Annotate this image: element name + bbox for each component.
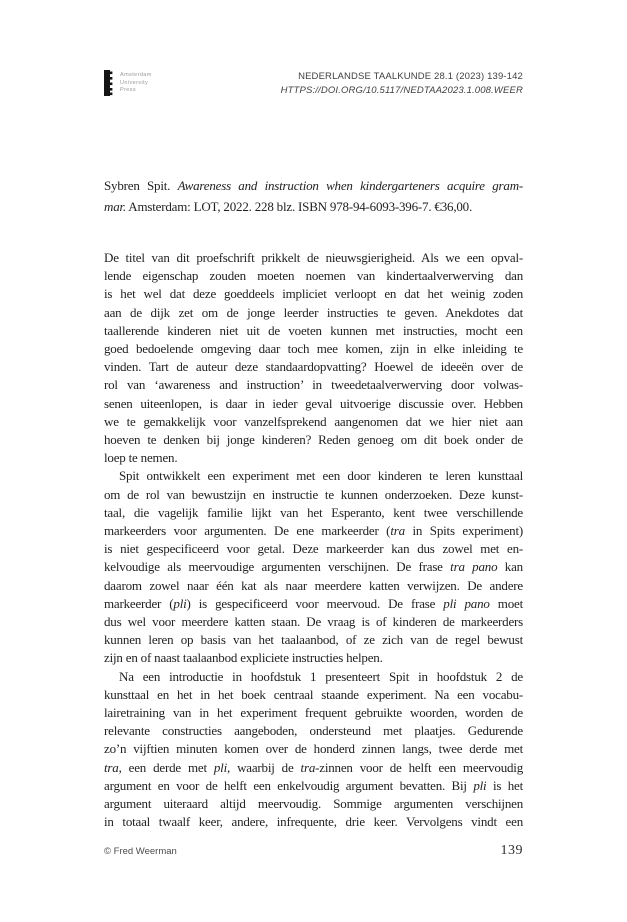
journal-info	[281, 70, 523, 98]
page-footer	[104, 843, 523, 859]
text-line: tra, een derde met pli, waarbij de tra-zinnen voor de helft een meervoudig	[104, 759, 524, 775]
text-line: mar. Amsterdam: LOT, 2022. 228 blz. ISBN 978-94-6093-396-7. €36,00.	[104, 198, 473, 214]
text-line: zo’n vijftien minuten komen over de honderd zinnen langs, twee derde met	[104, 741, 523, 757]
text-line: is niet gespecificeerd voor getal. Deze markeerder kan dus zowel met en-	[104, 541, 523, 557]
text-line: loep te nemen.	[104, 450, 178, 466]
publisher-name-line: Press	[120, 87, 137, 93]
text-line: Sybren Spit. Awareness and instruction when kindergarteners acquire gram-	[104, 178, 524, 193]
text-line: markeerders voor argumenten. De ene markeerder (tra in Spits experiment)	[104, 523, 523, 539]
text-line: daarom zowel naar één kat als naar meerdere katten verwijzen. De andere	[104, 577, 523, 593]
text-line: aan de dijk zet om de jonge leerder instructies te geven. Anekdotes dat	[104, 304, 523, 320]
text-line: kunsttaal en het in het boek centraal staande experiment. Na een vocabu-	[104, 686, 523, 702]
text-line: is het wel dat deze goeddeels impliciet verloopt en dat het weinig zoden	[104, 286, 523, 302]
aup-logo	[104, 70, 152, 96]
text-line: zijn en of naast taalaanbod expliciete instructies helpen.	[104, 650, 383, 666]
journal-issue-line: NEDERLANDSE TAALKUNDE 28.1 (2023) 139-142	[298, 71, 523, 82]
page-number: 139	[500, 843, 523, 858]
text-line: rol van ‘awareness and instruction’ in tweedetaalverwerving door volwas-	[104, 377, 523, 393]
text-line: taal, die vagelijk familie lijkt van het Esperanto, kent twee verschillende	[104, 504, 523, 520]
text-line: dus wel voor meerdere katten staan. De vraag is of kinderen de markeerders	[104, 614, 523, 630]
text-line: goed bedoelende omgeving daar toch mee komen, zijn in elke inleiding te	[104, 341, 523, 357]
text-line: senen uiteenlopen, is daar in ieder geval uitvoerige discussie over. Hebben	[104, 395, 523, 411]
text-line: lende eigenschap zouden moeten noemen van kindertaalverwerving dan	[104, 268, 523, 284]
text-line: hoeven te denken bij jonge kinderen? Reden genoeg om dit boek onder de	[104, 432, 523, 448]
text-line: in totaal twaalf keer, andere, infrequente, drie keer. Vervolgens vindt een	[104, 814, 523, 830]
book-citation	[104, 176, 523, 217]
text-line: Na een introductie in hoofdstuk 1 presenteert Spit in hoofdstuk 2 de	[119, 668, 523, 684]
text-line: kunnen leren op basis van het taalaanbod, of ze zich van de regel bewust	[104, 632, 523, 648]
text-line: relevante constructies aangeboden, ondersteund met plaatjes. Gedurende	[104, 723, 523, 739]
copyright-notice: © Fred Weerman	[104, 846, 177, 857]
text-line: lairetraining van in het experiment frequent gebruikte woorden, worden de	[104, 705, 523, 721]
journal-header	[104, 70, 523, 98]
publisher-name	[120, 72, 152, 95]
text-line: we te gemakkelijk voor vanzelfsprekend aangenomen dat we hier niet aan	[104, 413, 523, 429]
text-line: taallerende kinderen niet uit de voeten kunnen met instructies, mocht een	[104, 322, 523, 338]
aup-logo-mark-icon	[104, 70, 113, 96]
text-line: Spit ontwikkelt een experiment met een door kinderen te leren kunsttaal	[119, 468, 523, 484]
text-line: om de rol van bewustzijn en instructie te kunnen onderzoeken. Deze kunst-	[104, 486, 523, 502]
text-line: argument en voor de helft een enkelvoudig argument bevatten. Bij pli is het	[104, 777, 524, 793]
publisher-name-line: University	[120, 79, 149, 86]
body-text	[104, 249, 523, 832]
text-line: markeerder (pli) is gespecificeerd voor meervoud. De frase pli pano moet	[104, 595, 524, 611]
publisher-name-line: Amsterdam	[120, 72, 152, 78]
text-line: kelvoudige als meervoudige argumenten verschijnen. De frase tra pano kan	[104, 559, 523, 575]
doi-line: HTTPS://DOI.ORG/10.5117/NEDTAA2023.1.008.WEER	[280, 85, 523, 96]
text-line: De titel van dit proefschrift prikkelt de nieuwsgierigheid. Als we een opval-	[104, 250, 523, 265]
text-line: vinden. Tart de auteur deze standaardopvatting? Hoewel de ideeën over de	[104, 359, 523, 375]
text-line: argument uiteraard altijd meervoudig. Sommige argumenten verschijnen	[104, 796, 523, 812]
